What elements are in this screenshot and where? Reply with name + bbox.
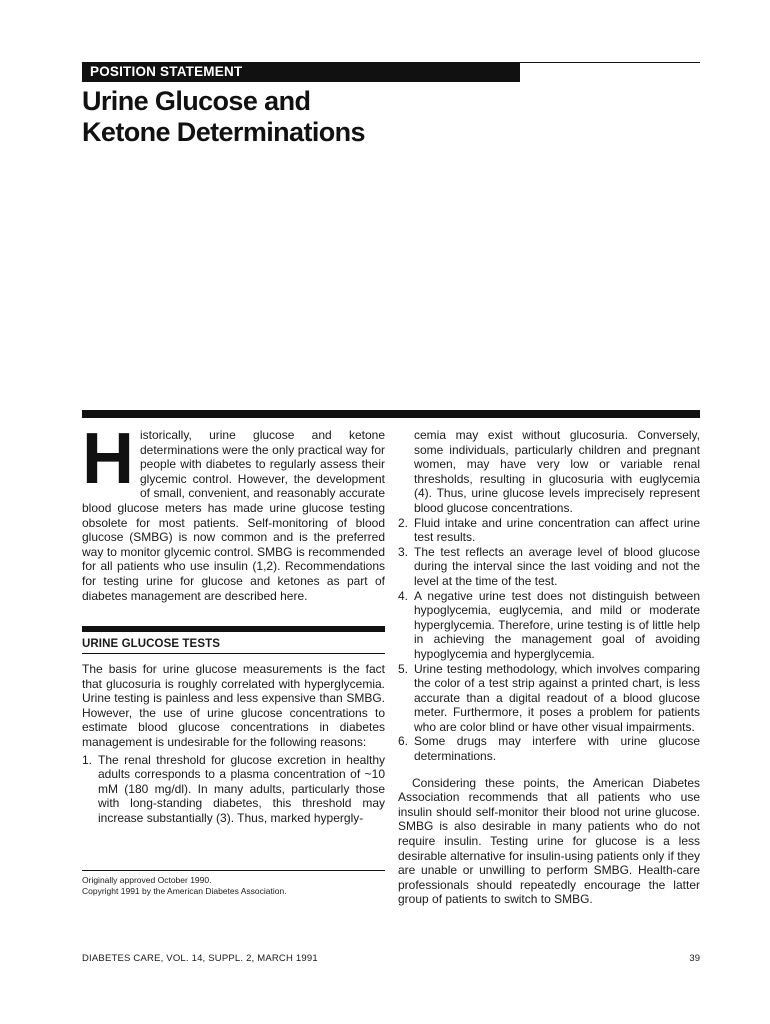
intro-text: istorically, urine glucose and ketone determinations were the only practical way for people with diabetes to regularly assess their glycemic control. However, the development of small, convenient, and reasonably accurate blood glucose meters has made urine glucose testing obsolete for most patients. Self-monitoring of blood glucose (SMBG) is now common and is the preferred way to monitor glycemic control. SMBG is recommended for all patients who use insulin (1,2). Recommendations for testing urine for glucose and ketones as part of diabetes management are described here. [82,428,385,603]
list-item-number: 6. [398,734,409,749]
section-body [82,662,385,826]
footnote-approval: Originally approved October 1990. [82,875,212,885]
list-item-text: The renal threshold for glucose excretion in healthy adults corresponds to a plasma concentration of ~10 mM (180 mg/dl). In many adults, particularly those with long-standing diabetes, this threshold may increase substantially (3). Thus, marked hypergly- [98,752,385,825]
list-item-text: Some drugs may interfere with urine glucose determinations. [414,734,700,764]
page-number: 39 [689,953,700,964]
list-item-number: 3. [398,544,409,559]
intro-paragraph [82,419,385,603]
list-item [82,753,385,826]
journal-citation: DIABETES CARE, VOL. 14, SUPPL. 2, MARCH 1991 [82,953,318,964]
banner-rule [520,62,700,63]
list-item [398,662,700,735]
list-item-text: Urine testing methodology, which involves comparing the color of a test strip against a printed chart, is less accurate than a digital readout of a blood glucose meter. Furthermore, it poses a problem for patients who are color blind or have other visual impairments. [414,661,700,734]
footnote [82,875,385,897]
list-item-text: Fluid intake and urine concentration can affect urine test results. [414,515,700,545]
list-item [398,516,700,545]
title-line-2: Ketone Determinations [82,117,365,147]
list-item [398,734,700,763]
section-paragraph: The basis for urine glucose measurements is the fact that glucosuria is roughly correlated with hyperglycemia. Urine testing is painless and less expensive than SMBG. However, the use of urine glucose concentrations to estimate blood glucose concentrations in diabetes management is undesirable for the following reasons: [82,662,385,749]
list-item-text: A negative urine test does not distinguish between hypoglycemia, euglycemia, and mild or moderate hyperglycemia. Therefore, urine testing is of little help in achieving the management goal of avoiding hypoglycemia and hyperglycemia. [414,588,700,661]
list-item [398,589,700,662]
section-divider-rule [82,410,700,418]
section-heading-rule [82,626,385,632]
list-item-number: 1. [82,752,93,767]
continuation-text: cemia may exist without glucosuria. Conversely, some individuals, particularly children and pregnant women, may have very low or variable renal thresholds, resulting in glucosuria with euglycemia (4). Thus, urine glucose levels imprecisely represent blood glucose concentrations. [414,428,700,515]
list-item-text: The test reflects an average level of blood glucose during the interval since the last voiding and not the level at the time of the test. [414,544,700,588]
right-column [398,428,700,907]
list-item-number: 4. [398,588,409,603]
list-item [398,545,700,589]
title-line-1: Urine Glucose and [82,86,311,116]
reasons-list-right [398,516,700,764]
section-heading: URINE GLUCOSE TESTS [82,638,385,654]
footnote-rule [82,870,385,871]
closing-paragraph: Considering these points, the American Diabetes Association recommends that all patients who use insulin should self-monitor their blood not urine glucose. SMBG is also desirable in many patients who do not require insulin. Testing urine for glucose is a less desirable alternative for insulin-using patients only if they are unable or unwilling to perform SMBG. Health-care professionals should repeatedly encourage the latter group of patients to switch to SMBG. [398,775,700,907]
reasons-list-left [82,753,385,826]
list-item-number: 2. [398,515,409,530]
footnote-copyright: Copyright 1991 by the American Diabetes Association. [82,886,287,896]
banner-label: POSITION STATEMENT [90,64,243,79]
article-title [82,86,365,148]
drop-cap: H [82,419,134,499]
list-item-number: 5. [398,661,409,676]
position-statement-banner [82,62,520,82]
